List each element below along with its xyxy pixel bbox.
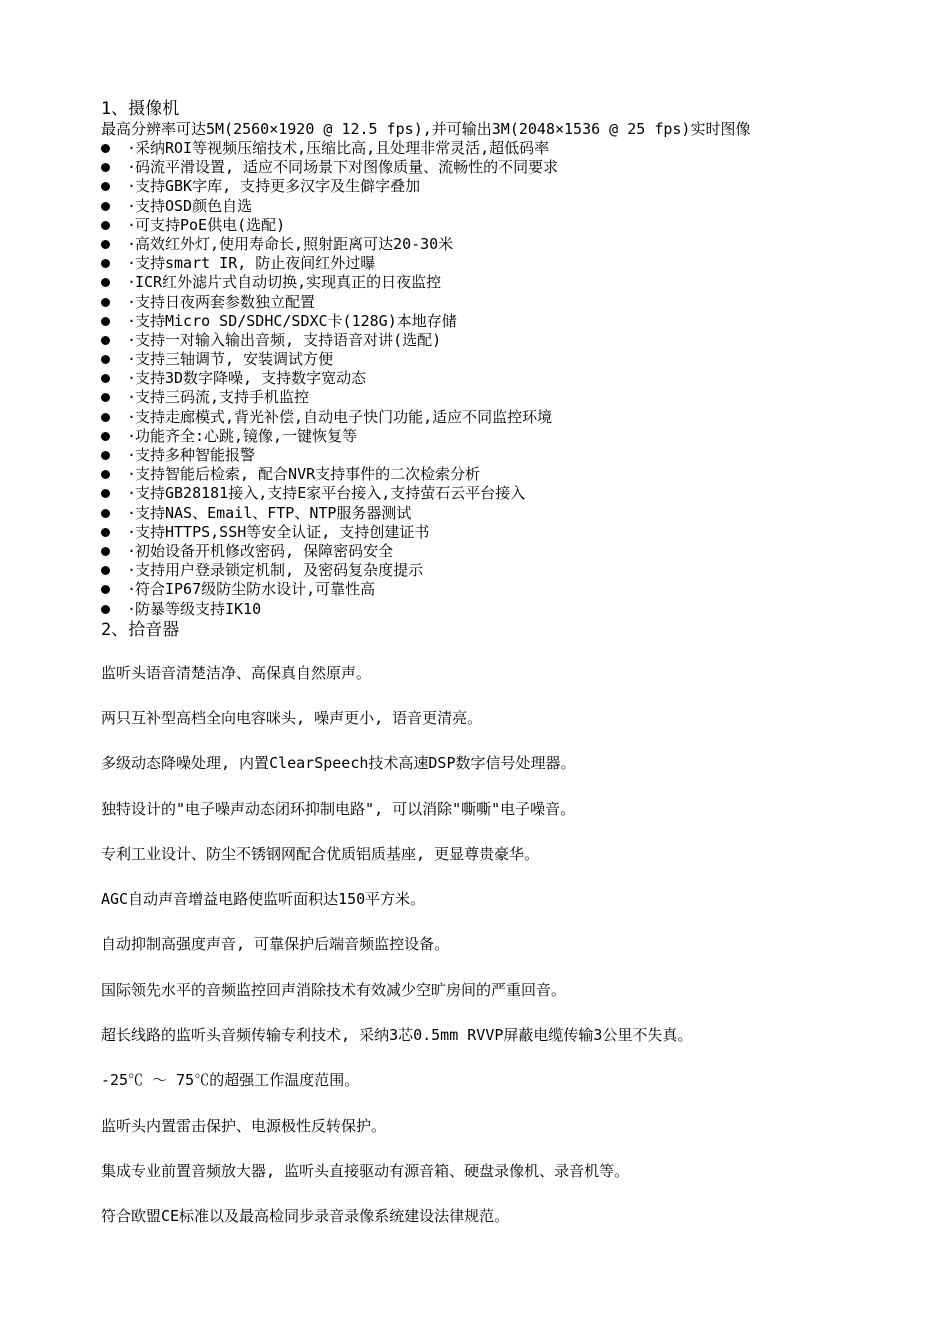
bullet-icon xyxy=(101,566,110,575)
feature-list-item xyxy=(101,465,861,484)
feature-list-item xyxy=(101,139,861,158)
microphone-paragraph: 监听头语音清楚洁净、高保真自然原声。 xyxy=(101,663,372,682)
bullet-icon xyxy=(101,298,110,307)
feature-text: 码流平滑设置, 适应不同场景下对图像质量、流畅性的不同要求 xyxy=(135,158,559,177)
middot-glyph: · xyxy=(127,234,137,253)
middot-glyph: · xyxy=(127,426,137,445)
feature-text: 可支持PoE供电(选配) xyxy=(135,215,286,234)
middot-glyph: · xyxy=(127,503,137,522)
middot-glyph: · xyxy=(127,311,137,330)
bullet-icon xyxy=(101,605,110,614)
feature-text: 支持用户登录锁定机制, 及密码复杂度提示 xyxy=(135,561,424,580)
feature-list-item xyxy=(101,369,861,388)
camera-feature-list xyxy=(101,139,861,619)
feature-list-item xyxy=(101,177,861,196)
feature-text: 符合IP67级防尘防水设计,可靠性高 xyxy=(135,580,376,599)
middot-glyph: · xyxy=(127,484,137,503)
microphone-paragraph: 集成专业前置音频放大器, 监听头直接驱动有源音箱、硬盘录像机、录音机等。 xyxy=(101,1161,630,1180)
feature-text: 支持一对输入输出音频, 支持语音对讲(选配) xyxy=(135,330,442,349)
section-heading-camera: 1、摄像机 xyxy=(101,99,180,119)
document-page xyxy=(101,98,861,1252)
microphone-paragraph: 国际领先水平的音频监控回声消除技术有效减少空旷房间的严重回音。 xyxy=(101,980,567,999)
bullet-icon xyxy=(101,144,110,153)
feature-text: 支持NAS、Email、FTP、NTP服务器测试 xyxy=(135,503,412,522)
microphone-paragraph-list xyxy=(101,663,861,1227)
microphone-paragraph: 符合欧盟CE标准以及最高检同步录音录像系统建设法律规范。 xyxy=(101,1207,510,1226)
bullet-icon xyxy=(101,240,110,249)
middot-glyph: · xyxy=(127,139,137,157)
middot-glyph: · xyxy=(127,177,137,196)
bullet-icon xyxy=(101,451,110,460)
middot-glyph: · xyxy=(127,350,137,369)
bullet-icon xyxy=(101,355,110,364)
feature-list-item xyxy=(101,197,861,216)
middot-glyph: · xyxy=(127,522,137,541)
feature-list-item xyxy=(101,580,861,599)
middot-glyph: · xyxy=(127,292,137,311)
feature-list-item xyxy=(101,504,861,523)
feature-list-item xyxy=(101,254,861,273)
feature-list-item xyxy=(101,158,861,177)
bullet-icon xyxy=(101,393,110,402)
bullet-icon xyxy=(101,585,110,594)
section-heading-microphone: 2、拾音器 xyxy=(101,619,180,640)
feature-text: 采纳ROI等视频压缩技术,压缩比高,且处理非常灵活,超低码率 xyxy=(135,139,550,157)
feature-list-item xyxy=(101,331,861,350)
feature-text: 支持Micro SD/SDHC/SDXC卡(128G)本地存储 xyxy=(135,311,457,330)
bullet-icon xyxy=(101,221,110,230)
middot-glyph: · xyxy=(127,446,137,464)
middot-glyph: · xyxy=(127,465,137,484)
feature-list-item xyxy=(101,600,861,619)
middot-glyph: · xyxy=(127,158,137,177)
feature-list-item xyxy=(101,523,861,542)
bullet-icon xyxy=(101,278,110,287)
middot-glyph: · xyxy=(127,599,137,618)
microphone-paragraph: 专利工业设计、防尘不锈钢网配合优质铝质基座, 更显尊贵豪华。 xyxy=(101,844,540,863)
middot-glyph: · xyxy=(127,215,137,234)
microphone-paragraph: 监听头内置雷击保护、电源极性反转保护。 xyxy=(101,1116,387,1135)
microphone-paragraph: 超长线路的监听头音频传输专利技术, 采纳3芯0.5mm RVVP屏蔽电缆传输3公里不失真。 xyxy=(101,1026,693,1045)
microphone-paragraph: -25℃ ～ 75℃的超强工作温度范围。 xyxy=(101,1071,360,1090)
microphone-paragraph: AGC自动声音增益电路使监听面积达150平方米。 xyxy=(101,890,426,909)
middot-glyph: · xyxy=(127,254,137,273)
bullet-icon xyxy=(101,470,110,479)
bullet-icon xyxy=(101,528,110,537)
feature-list-item xyxy=(101,350,861,369)
bullet-icon xyxy=(101,259,110,268)
feature-text: 支持走廊模式,背光补偿,自动电子快门功能,适应不同监控环境 xyxy=(135,407,553,426)
bullet-icon xyxy=(101,202,110,211)
feature-list-item xyxy=(101,273,861,292)
microphone-paragraph: 独特设计的"电子噪声动态闭环抑制电路", 可以消除"嘶嘶"电子噪音。 xyxy=(101,799,576,818)
feature-text: 防暴等级支持IK10 xyxy=(135,599,262,618)
feature-list-item xyxy=(101,427,861,446)
feature-text: 支持HTTPS,SSH等安全认证, 支持创建证书 xyxy=(135,522,430,541)
bullet-icon xyxy=(101,413,110,422)
feature-text: 支持智能后检索, 配合NVR支持事件的二次检索分析 xyxy=(135,465,481,484)
bullet-icon xyxy=(101,509,110,518)
feature-text: 支持smart IR, 防止夜间红外过曝 xyxy=(135,254,376,273)
feature-text: 支持3D数字降噪, 支持数字宽动态 xyxy=(135,369,367,388)
feature-text: ICR红外滤片式自动切换,实现真正的日夜监控 xyxy=(135,273,442,292)
middot-glyph: · xyxy=(127,273,137,292)
feature-list-item xyxy=(101,561,861,580)
feature-text: 支持日夜两套参数独立配置 xyxy=(135,292,316,311)
bullet-icon xyxy=(101,163,110,172)
middot-glyph: · xyxy=(127,196,137,215)
feature-list-item xyxy=(101,293,861,312)
middot-glyph: · xyxy=(127,388,137,407)
microphone-paragraph: 多级动态降噪处理, 内置ClearSpeech技术高速DSP数字信号处理器。 xyxy=(101,754,576,773)
microphone-paragraph: 自动抑制高强度声音, 可靠保护后端音频监控设备。 xyxy=(101,935,450,954)
feature-text: 高效红外灯,使用寿命长,照射距离可达20-30米 xyxy=(135,234,454,253)
bullet-icon xyxy=(101,374,110,383)
feature-list-item xyxy=(101,484,861,503)
camera-intro-text: 最高分辨率可达5M(2560×1920 @ 12.5 fps),并可输出3M(2048×1536 @ 25 fps)实时图像 xyxy=(101,120,751,138)
feature-list-item xyxy=(101,312,861,331)
middot-glyph: · xyxy=(127,369,137,388)
bullet-icon xyxy=(101,317,110,326)
feature-text: 支持三轴调节, 安装调试方便 xyxy=(135,350,334,369)
feature-text: 初始设备开机修改密码, 保障密码安全 xyxy=(135,541,394,560)
feature-text: 支持GBK字库, 支持更多汉字及生僻字叠加 xyxy=(135,177,421,196)
bullet-icon xyxy=(101,182,110,191)
middot-glyph: · xyxy=(127,580,137,599)
feature-text: 支持GB28181接入,支持E家平台接入,支持萤石云平台接入 xyxy=(135,484,526,503)
bullet-icon xyxy=(101,336,110,345)
feature-text: 支持OSD颜色自选 xyxy=(135,196,253,215)
bullet-icon xyxy=(101,432,110,441)
middot-glyph: · xyxy=(127,407,137,426)
feature-list-item xyxy=(101,216,861,235)
bullet-icon xyxy=(101,489,110,498)
microphone-paragraph: 两只互补型高档全向电容咪头, 噪声更小, 语音更清亮。 xyxy=(101,708,483,727)
feature-list-item xyxy=(101,408,861,427)
feature-text: 功能齐全:心跳,镜像,一键恢复等 xyxy=(135,426,358,445)
feature-list-item xyxy=(101,235,861,254)
feature-text: 支持三码流,支持手机监控 xyxy=(135,388,310,407)
feature-list-item xyxy=(101,388,861,407)
feature-list-item xyxy=(101,542,861,561)
feature-text: 支持多种智能报警 xyxy=(135,446,256,464)
feature-list-item xyxy=(101,446,861,465)
middot-glyph: · xyxy=(127,330,137,349)
middot-glyph: · xyxy=(127,541,137,560)
bullet-icon xyxy=(101,547,110,556)
middot-glyph: · xyxy=(127,561,137,580)
